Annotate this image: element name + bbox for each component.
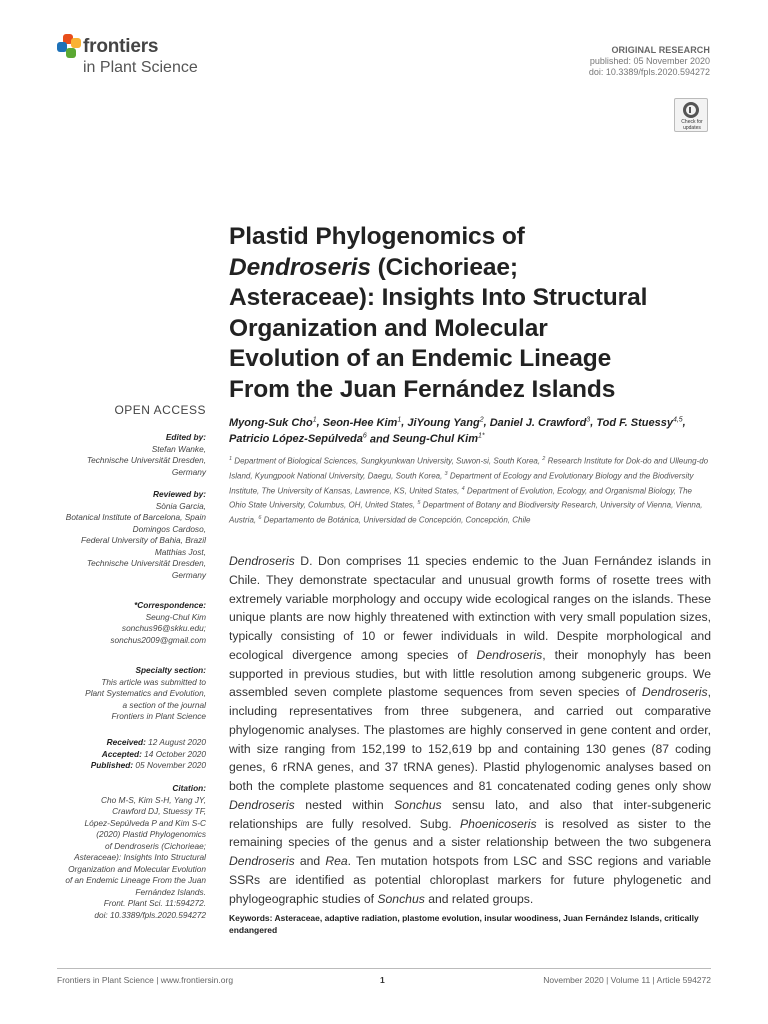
author-link[interactable]: Tod F. Stuessy$^{4,5}$ — [596, 416, 683, 429]
editor-name: Stefan Wanke, — [151, 443, 206, 454]
affiliations: $^1$ Department of Biological Sciences, Sungkyunkwan University, Suwon-si, South Korea, $^2$ Research Institute for Dok-do and Ulleung-do Island, Kyungpook National University, Daegu, South Korea, $^3$ Department of Ecology and Evolutionary Biology and the Biodiversity Institute, The University of Kansas, Lawrence, KS, United States, $^4$ Department of Evolution, Ecology, and Organismal Biology, The Ohio State University, Columbus, OH, United States, $^5$ Department of Botany and Biodiversity Research, University of Vienna, Vienna, Austria, $^6$ Departamento de Botánica, Universidad de Concepción, Concepción, Chile — [229, 456, 709, 525]
open-access-label: OPEN ACCESS — [114, 403, 206, 417]
journal-name: in Plant Science — [83, 59, 198, 76]
citation-label: Citation: — [172, 783, 206, 793]
accepted-date: Accepted: 14 October 2020 — [101, 748, 206, 759]
keywords — [229, 912, 711, 936]
email-link[interactable]: sonchus96@skku.edu; — [121, 623, 206, 633]
correspondence-label: *Correspondence: — [134, 600, 206, 610]
author-link[interactable]: Daniel J. Crawford$^3$ — [489, 416, 591, 429]
title-genus: Dendroseris — [229, 253, 371, 281]
footer-issue-info: November 2020 | Volume 11 | Article 594272 — [543, 975, 711, 985]
published-date: published: 05 November 2020 — [589, 56, 710, 66]
corresponding-author: Seung-Chul Kim — [145, 611, 206, 622]
edited-by-label: Edited by: — [165, 432, 206, 442]
title-line: From the Juan Fernández Islands — [229, 375, 616, 403]
specialty-section-block: Specialty section: This article was submitted to Plant Systematics and Evolution, a section of the journal Frontiers in Plant Science — [16, 665, 206, 723]
author-link[interactable]: Myong-Suk Cho$^1$ — [229, 416, 317, 429]
dates-block — [16, 737, 206, 772]
email-link[interactable]: sonchus2009@gmail.com — [110, 634, 206, 645]
journal-logo[interactable] — [57, 34, 257, 84]
title-line: Evolution of an Endemic Lineage — [229, 345, 612, 372]
check-updates-label: Check for updates — [681, 119, 703, 131]
author-list: Myong-Suk Cho$^1$, Seon-Hee Kim$^1$, JiYoung Yang$^2$, Daniel J. Crawford$^3$, Tod F. Stuessy$^{4,5}$, Patricio López-Sepúlveda$^6$ and Seung-Chul Kim$^{1*}$ — [229, 416, 686, 446]
received-date: Received: 12 August 2020 — [106, 737, 206, 747]
doi-link[interactable]: doi: 10.3389/fpls.2020.594272 — [588, 67, 710, 77]
reviewer-name: Matthias Jost, — [154, 546, 206, 557]
citation-doi-link[interactable]: doi: 10.3389/fpls.2020.594272 — [94, 909, 206, 920]
title-line: Asteraceae): Insights Into Structural — [229, 284, 648, 311]
article-title — [229, 222, 709, 405]
check-for-updates-button[interactable] — [674, 98, 708, 132]
article-meta — [589, 45, 710, 78]
edited-by-block: Edited by: Stefan Wanke, Technische Universität Dresden, Germany — [16, 432, 206, 478]
article-type: ORIGINAL RESEARCH — [611, 45, 710, 55]
reviewed-by-label: Reviewed by: — [152, 489, 206, 499]
citation-block: Citation: Cho M-S, Kim S-H, Yang JY, Crawford DJ, Stuessy TF, López-Sepúlveda P and Kim S-C (2020) Plastid Phylogenomics of Dendroseris (Cichorieae; Asteraceae): Insights Into Structural Organization and Molecular Evolution of an Endemic Lineage From the Juan Fernández Islands. Front. Plant Sci. 11:594272. doi: 10.3389/fpls.2020.594272 — [16, 783, 206, 921]
title-text: (Cichorieae; — [370, 253, 518, 281]
footer-journal-link[interactable]: Frontiers in Plant Science | www.frontiersin.org — [57, 975, 234, 985]
check-updates-icon — [683, 102, 699, 118]
author-link[interactable]: Seung-Chul Kim$^{1*}$ — [392, 432, 485, 446]
frontiers-logo-icon — [57, 34, 81, 60]
page-number: 1 — [380, 975, 385, 985]
keywords-label: Keywords: — [229, 913, 273, 923]
abstract: Dendroseris D. Don comprises 11 species endemic to the Juan Fernández islands in Chile. They demonstrate spectacular and unusual growth forms of rosette trees with extremely variable morphology and occupy wide ecological ranges on the islands. These unique plants are now highly threatened with extinction with very small population sizes, typically consisting of 10 or fewer individuals in wild. Despite morphological and ecological divergence among species of Dendroseris, their monophyly has been supported in previous studies, but with little resolution among subgeneric groups. We assembled seven complete plastome sequences from seven species of Dendroseris, including representatives from three subgenera, and carried out comparative phylogenomic analyses. The plastomes are highly conserved in gene content and order, with size ranging from 152,199 to 152,619 bp and containing 130 genes (87 coding genes, 6 rRNA genes, and 37 tRNA genes). Plastid phylogenomic analyses based on both the complete plastome sequences and 81 concatenated coding genes only show Dendroseris nested within Sonchus sensu lato, and also that inter-subgeneric relationships are fully resolved. Subg. Phoenicoseris is resolved as sister to the remaining species of the genus and a sister relationship between the two subgenera Dendroseris and Rea. Ten mutation hotspots from LSC and SSC regions and variable SSRs are identified as potential chloroplast markers for future phylogenetic and phylogeographic studies of Sonchus and related groups. — [229, 554, 712, 906]
keywords-text: Asteraceae, adaptive radiation, plastome evolution, insular woodiness, Juan Fernández Islands, critically endangered — [229, 913, 699, 935]
author-link[interactable]: Seon-Hee Kim$^1$ — [322, 416, 402, 429]
title-line: Plastid Phylogenomics of — [229, 223, 525, 250]
brand-name: frontiers — [83, 36, 159, 57]
reviewer-name: Domingos Cardoso, — [132, 523, 206, 534]
author-link[interactable]: Patricio López-Sepúlveda$^6$ — [229, 432, 367, 446]
specialty-label: Specialty section: — [135, 665, 206, 675]
title-line: Organization and Molecular — [229, 314, 548, 342]
published-date-side: Published: 05 November 2020 — [90, 760, 206, 770]
correspondence-block — [16, 600, 206, 646]
title-line — [229, 253, 709, 284]
reviewed-by-block: Reviewed by: Sònia Garcia, Botanical Institute of Barcelona, Spain Domingos Cardoso, Federal University of Bahia, Brazil Matthias Jost, Technische Universität Dresden, Germany — [16, 489, 206, 581]
reviewer-name: Sònia Garcia, — [155, 500, 206, 511]
footer-divider — [57, 968, 711, 969]
author-link[interactable]: JiYoung Yang$^2$ — [407, 416, 484, 429]
